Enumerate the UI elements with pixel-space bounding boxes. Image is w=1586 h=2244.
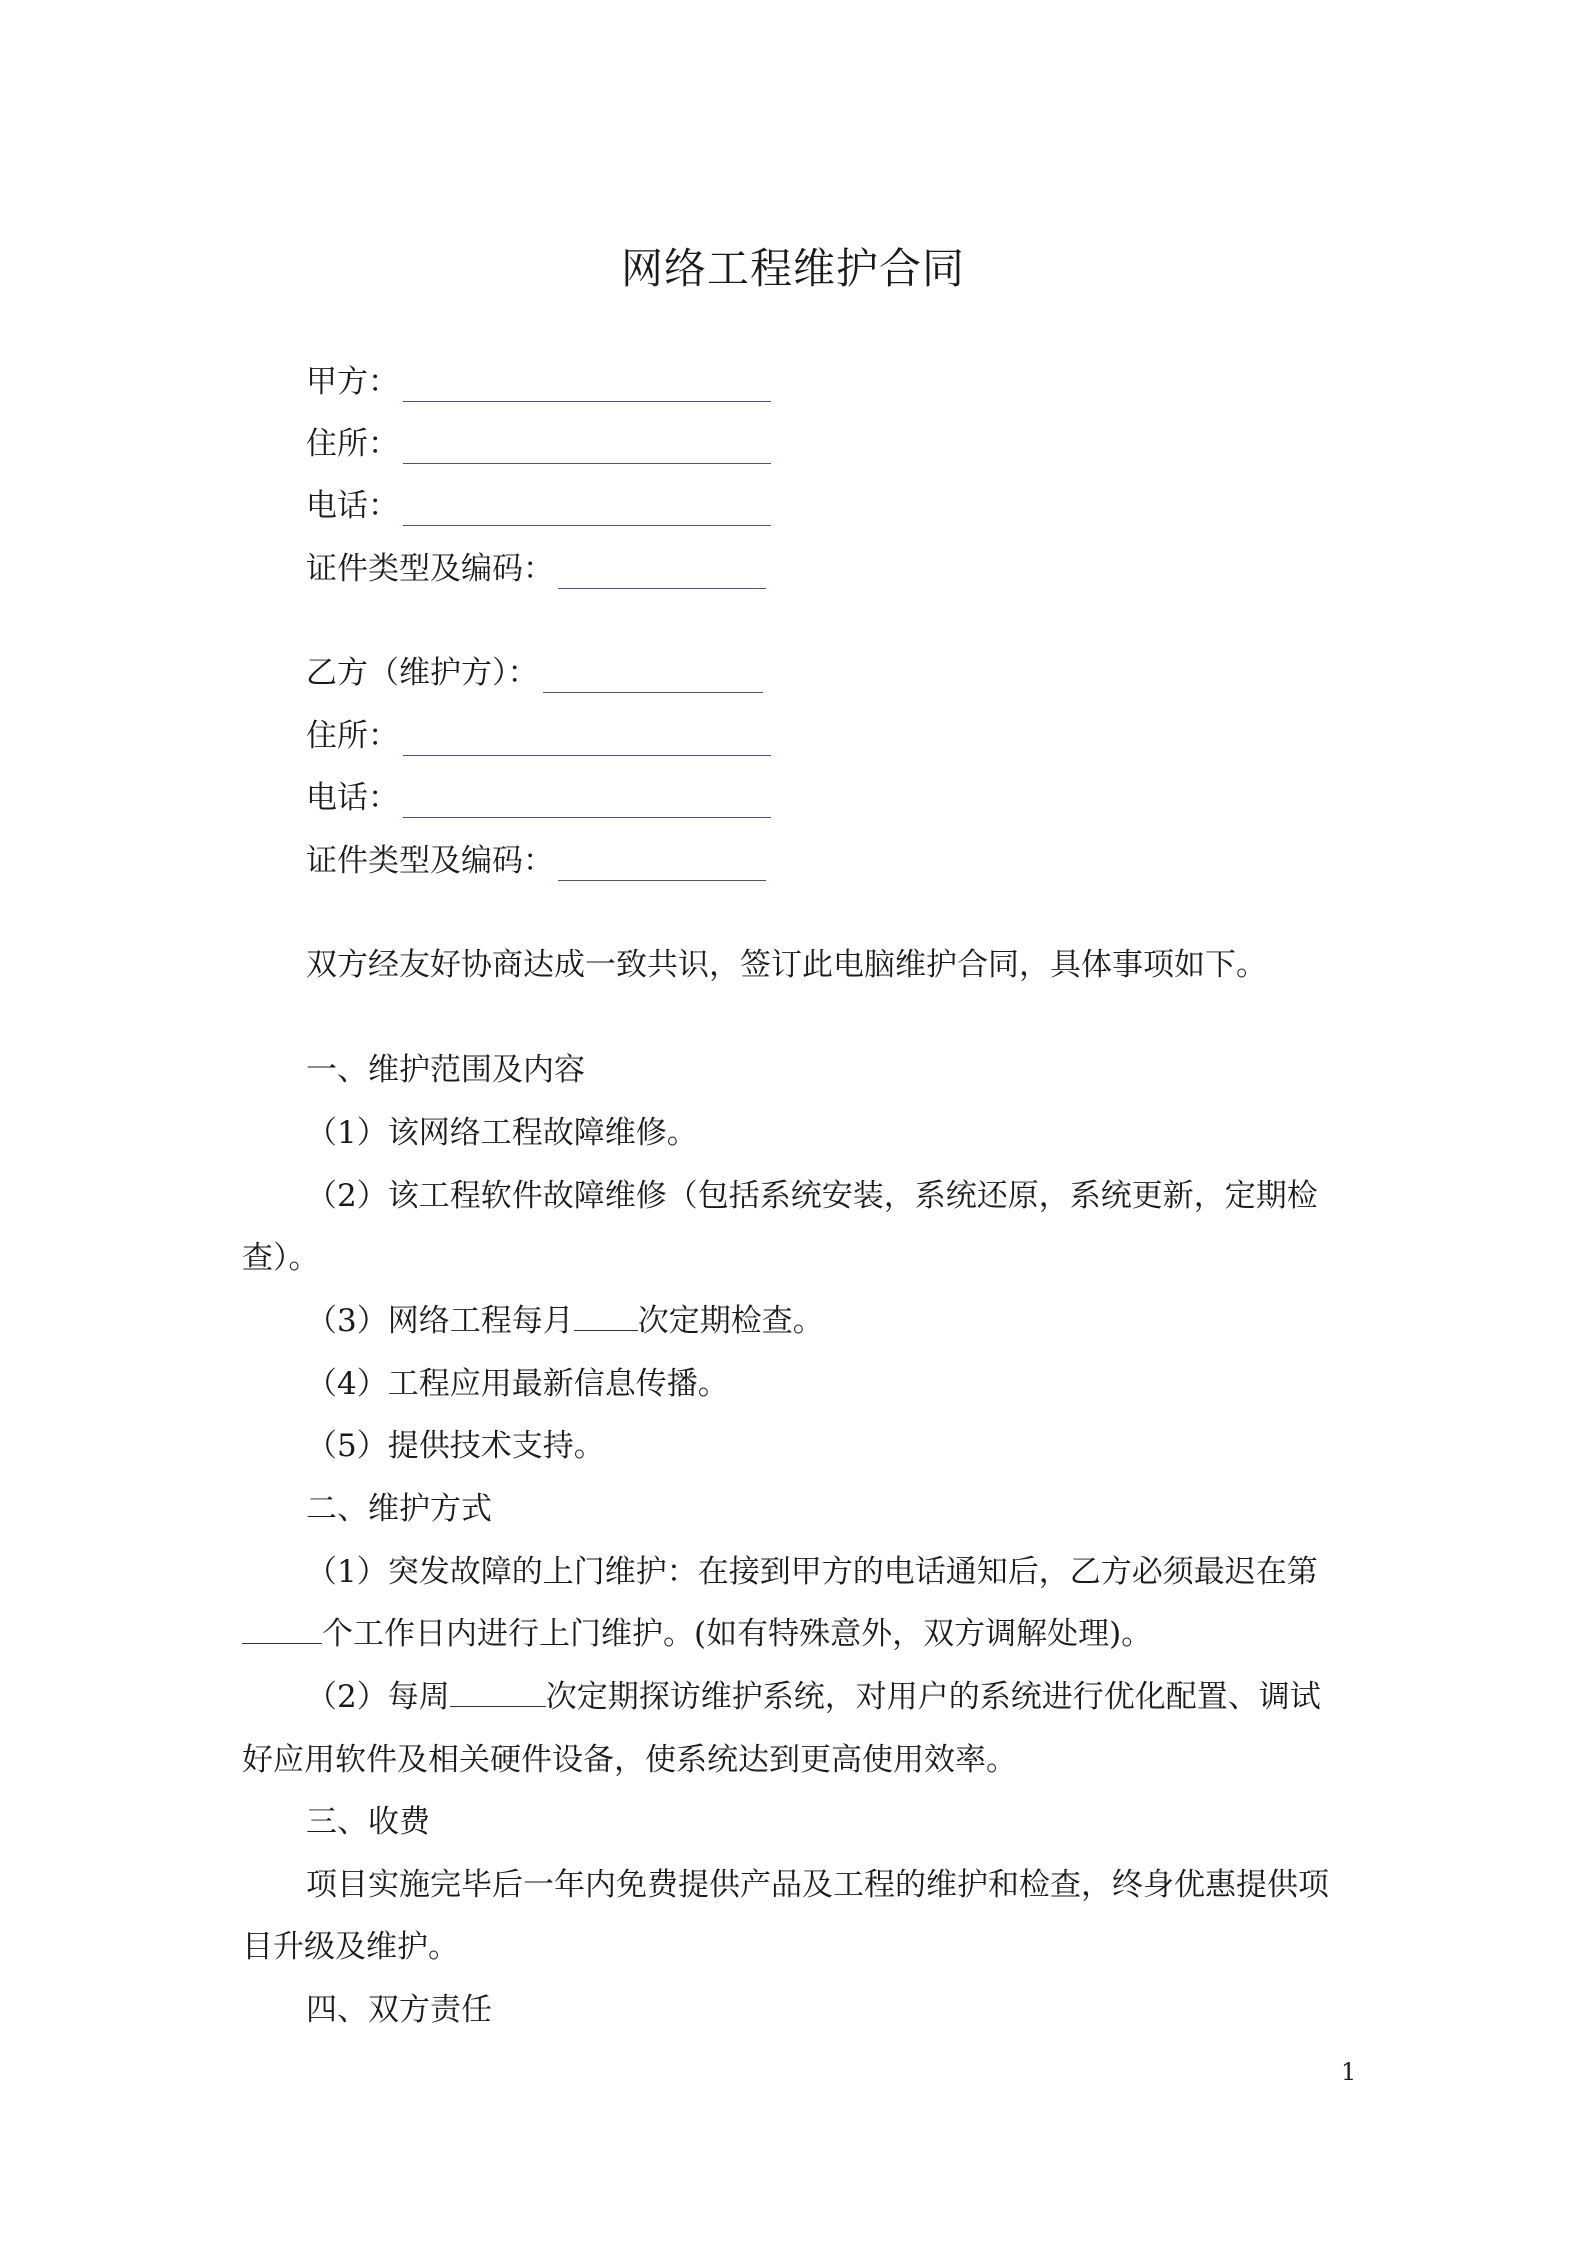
party-b-name-field	[306, 653, 763, 693]
party-b-id-label: 证件类型及编码：	[306, 843, 554, 879]
section2-item2-post: 次定期探访维护系统，对用户的系统进行优化配置、调试	[545, 1679, 1321, 1715]
party-b-name-blank[interactable]	[543, 662, 763, 693]
section4-heading: 四、双方责任	[306, 1992, 492, 2028]
section1-item3	[306, 1301, 824, 1341]
party-a-address-label: 住所：	[306, 426, 399, 462]
party-a-id-field	[306, 549, 766, 589]
section3-line1: 项目实施完毕后一年内免费提供产品及工程的维护和检查，终身优惠提供项	[306, 1867, 1329, 1903]
section1-item5: （5）提供技术支持。	[306, 1428, 605, 1464]
party-a-name-field	[306, 362, 771, 402]
party-b-address-label: 住所：	[306, 718, 399, 754]
party-a-name-label: 甲方：	[306, 364, 399, 400]
section1-item2-line2: 查）。	[242, 1240, 320, 1276]
party-b-id-field	[306, 841, 766, 881]
party-b-address-blank[interactable]	[403, 725, 771, 756]
intro-paragraph: 双方经友好协商达成一致共识，签订此电脑维护合同，具体事项如下。	[306, 947, 1267, 983]
party-b-name-label: 乙方（维护方）：	[306, 655, 539, 691]
section1-item3-post: 次定期检查。	[637, 1303, 824, 1339]
document-title: 网络工程维护合同	[620, 244, 965, 293]
workday-count-blank[interactable]	[242, 1615, 322, 1644]
section2-item1-line2-post: 个工作日内进行上门维护。(如有特殊意外，双方调解处理)。	[322, 1616, 1153, 1652]
section1-item2-line1: （2）该工程软件故障维修（包括系统安装，系统还原，系统更新，定期检	[306, 1178, 1318, 1214]
party-b-phone-blank[interactable]	[403, 787, 771, 818]
party-a-phone-label: 电话：	[306, 488, 399, 524]
section2-item2-pre: （2）每周	[306, 1679, 450, 1715]
monthly-check-count-blank[interactable]	[574, 1302, 638, 1331]
party-a-phone-field	[306, 486, 771, 526]
party-b-phone-label: 电话：	[306, 780, 399, 816]
weekly-visit-count-blank[interactable]	[450, 1678, 546, 1707]
section1-item3-pre: （3）网络工程每月	[306, 1303, 574, 1339]
party-b-address-field	[306, 716, 771, 756]
party-b-id-blank[interactable]	[558, 850, 766, 881]
party-a-name-blank[interactable]	[403, 371, 771, 402]
section1-item1: （1）该网络工程故障维修。	[306, 1115, 698, 1151]
section1-heading: 一、维护范围及内容	[306, 1052, 585, 1088]
section1-item4: （4）工程应用最新信息传播。	[306, 1366, 729, 1402]
party-a-address-field	[306, 424, 771, 464]
section2-item2-line2: 好应用软件及相关硬件设备，使系统达到更高使用效率。	[242, 1742, 1017, 1778]
party-a-id-label: 证件类型及编码：	[306, 551, 554, 587]
section2-item2	[306, 1677, 1321, 1717]
party-b-phone-field	[306, 778, 771, 818]
party-a-id-blank[interactable]	[558, 558, 766, 589]
section2-item1-line1: （1）突发故障的上门维护：在接到甲方的电话通知后，乙方必须最迟在第	[306, 1554, 1318, 1590]
section2-heading: 二、维护方式	[306, 1491, 492, 1527]
section2-item1-line2	[242, 1614, 1152, 1654]
section3-heading: 三、收费	[306, 1804, 430, 1840]
party-a-phone-blank[interactable]	[403, 495, 771, 526]
page-number: 1	[1341, 2058, 1357, 2086]
party-a-address-blank[interactable]	[403, 433, 771, 464]
section3-line2: 目升级及维护。	[242, 1929, 459, 1965]
